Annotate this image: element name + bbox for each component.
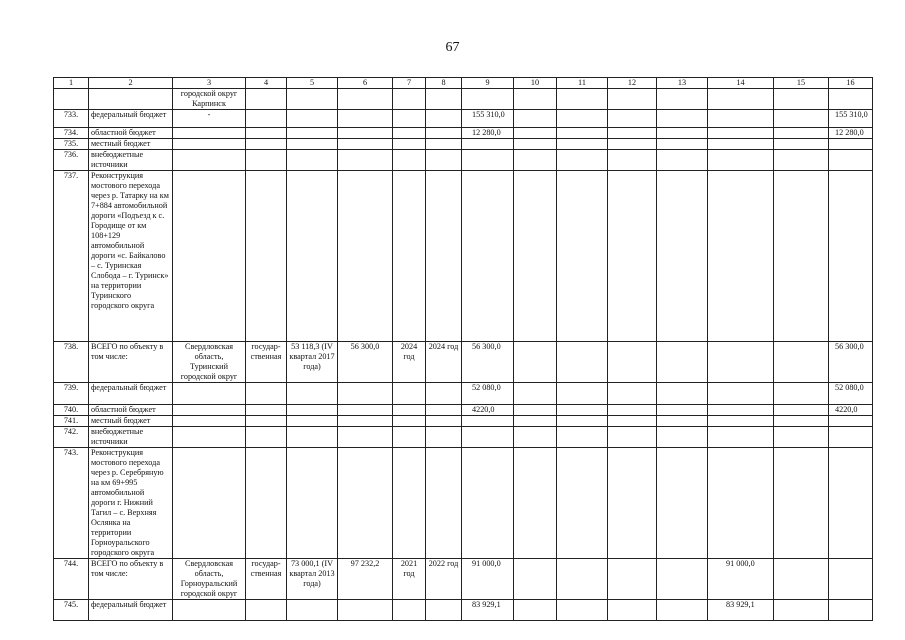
table-cell-col11 — [557, 405, 608, 416]
table-cell-col14 — [708, 139, 774, 150]
table-cell-col10 — [514, 416, 557, 427]
header-cell: 9 — [462, 78, 514, 89]
table-cell-col10 — [514, 171, 557, 342]
table-cell-col6 — [338, 448, 393, 559]
table-cell-col9 — [462, 448, 514, 559]
table-cell-col7 — [393, 405, 426, 416]
table-cell-col7 — [393, 139, 426, 150]
header-cell: 6 — [338, 78, 393, 89]
table-cell-col8 — [426, 150, 462, 171]
table-cell-col13 — [657, 150, 708, 171]
header-cell: 4 — [246, 78, 287, 89]
table-cell-col12 — [608, 427, 657, 448]
table-cell-col1: 742. — [54, 427, 89, 448]
table-cell-col11 — [557, 416, 608, 427]
table-cell-col9 — [462, 139, 514, 150]
table-cell-col11 — [557, 139, 608, 150]
table-cell-col13 — [657, 448, 708, 559]
table-cell-col6 — [338, 171, 393, 342]
table-cell-col9 — [462, 150, 514, 171]
table-row — [54, 171, 873, 342]
table-cell-col3: Свердловская область, Горноуральский городской округ — [173, 559, 246, 600]
table-cell-col2 — [89, 89, 173, 110]
table-cell-col5: 53 118,3 (IV квартал 2017 года) — [287, 342, 338, 383]
table-cell-col11 — [557, 342, 608, 383]
table-cell-col15 — [774, 559, 829, 600]
table-cell-col13 — [657, 600, 708, 621]
table-cell-col10 — [514, 383, 557, 405]
table-cell-col8 — [426, 416, 462, 427]
table-cell-col7 — [393, 171, 426, 342]
table-cell-col12 — [608, 383, 657, 405]
table-cell-col7 — [393, 128, 426, 139]
table-cell-col15 — [774, 110, 829, 128]
table-cell-col4 — [246, 427, 287, 448]
table-cell-col1: 738. — [54, 342, 89, 383]
table-cell-col3 — [173, 171, 246, 342]
table-cell-col6 — [338, 405, 393, 416]
table-cell-col6 — [338, 416, 393, 427]
table-cell-col8: 2022 год — [426, 559, 462, 600]
table-cell-col15 — [774, 405, 829, 416]
table-cell-col4 — [246, 600, 287, 621]
table-cell-col10 — [514, 559, 557, 600]
table-cell-col9 — [462, 416, 514, 427]
table-cell-col3: городской округ Карпинск — [173, 89, 246, 110]
header-cell: 15 — [774, 78, 829, 89]
table-cell-col5 — [287, 405, 338, 416]
table-cell-col12 — [608, 171, 657, 342]
table-cell-col1: 735. — [54, 139, 89, 150]
table-cell-col12 — [608, 139, 657, 150]
table-cell-col14: 91 000,0 — [708, 559, 774, 600]
table-cell-col4 — [246, 448, 287, 559]
table-cell-col2: областной бюджет — [89, 405, 173, 416]
table-cell-col8 — [426, 139, 462, 150]
table-cell-col10 — [514, 405, 557, 416]
table-cell-col1: 740. — [54, 405, 89, 416]
table-cell-col14 — [708, 405, 774, 416]
table-cell-col4 — [246, 89, 287, 110]
table-cell-col14 — [708, 150, 774, 171]
table-cell-col16 — [829, 416, 873, 427]
table-cell-col16 — [829, 559, 873, 600]
table-cell-col2: федеральный бюджет — [89, 110, 173, 128]
table-cell-col4 — [246, 171, 287, 342]
table-cell-col5 — [287, 139, 338, 150]
table-cell-col15 — [774, 171, 829, 342]
table-cell-col16 — [829, 600, 873, 621]
table-cell-col7 — [393, 416, 426, 427]
table-cell-col15 — [774, 150, 829, 171]
table-cell-col4 — [246, 139, 287, 150]
table-cell-col11 — [557, 171, 608, 342]
table-cell-col10 — [514, 89, 557, 110]
table-cell-col13 — [657, 559, 708, 600]
table-cell-col15 — [774, 600, 829, 621]
table-cell-col11 — [557, 600, 608, 621]
table-cell-col6 — [338, 89, 393, 110]
table-cell-col15 — [774, 128, 829, 139]
table-cell-col14 — [708, 383, 774, 405]
table-row — [54, 427, 873, 448]
table-cell-col1: 734. — [54, 128, 89, 139]
table-cell-col11 — [557, 89, 608, 110]
table-cell-col3 — [173, 405, 246, 416]
table-cell-col4 — [246, 405, 287, 416]
header-cell: 12 — [608, 78, 657, 89]
table-cell-col12 — [608, 559, 657, 600]
header-cell: 14 — [708, 78, 774, 89]
table-cell-col11 — [557, 110, 608, 128]
header-cell: 5 — [287, 78, 338, 89]
table-cell-col5 — [287, 427, 338, 448]
table-cell-col10 — [514, 342, 557, 383]
table-cell-col16 — [829, 171, 873, 342]
table-cell-col2: Реконструкция мостового перехода через р. Татарку на км 7+884 автомобильной дороги «Подъезд к с. Городище от км 108+129 автомобильной дороги «с. Байкалово – с. Туринская Слобода – г. Туринск» на территории Туринского городского округа — [89, 171, 173, 342]
table-cell-col4 — [246, 128, 287, 139]
table-cell-col9: 83 929,1 — [462, 600, 514, 621]
table-cell-col11 — [557, 559, 608, 600]
table-cell-col6 — [338, 139, 393, 150]
table-cell-col13 — [657, 405, 708, 416]
table-cell-col15 — [774, 89, 829, 110]
table-row — [54, 139, 873, 150]
table-row — [54, 448, 873, 559]
table-cell-col3: - — [173, 110, 246, 128]
table-cell-col13 — [657, 427, 708, 448]
table-cell-col7 — [393, 383, 426, 405]
table-cell-col8 — [426, 383, 462, 405]
header-cell: 11 — [557, 78, 608, 89]
table-cell-col7 — [393, 110, 426, 128]
table-cell-col6 — [338, 150, 393, 171]
table-cell-col12 — [608, 600, 657, 621]
table-cell-col14 — [708, 128, 774, 139]
table-cell-col14 — [708, 110, 774, 128]
table-cell-col8: 2024 год — [426, 342, 462, 383]
table-row — [54, 600, 873, 621]
table-cell-col16: 52 080,0 — [829, 383, 873, 405]
table-cell-col16: 56 300,0 — [829, 342, 873, 383]
header-cell: 13 — [657, 78, 708, 89]
table-cell-col12 — [608, 448, 657, 559]
table-cell-col14 — [708, 89, 774, 110]
table-cell-col13 — [657, 416, 708, 427]
table-cell-col4: государ-ственная — [246, 559, 287, 600]
table-cell-col10 — [514, 150, 557, 171]
table-cell-col2: областной бюджет — [89, 128, 173, 139]
table-cell-col1: 739. — [54, 383, 89, 405]
table-row — [54, 342, 873, 383]
table-cell-col15 — [774, 416, 829, 427]
table-cell-col13 — [657, 171, 708, 342]
table-cell-col6 — [338, 600, 393, 621]
table-row — [54, 150, 873, 171]
table-cell-col13 — [657, 139, 708, 150]
table-cell-col9: 52 080,0 — [462, 383, 514, 405]
table-cell-col5 — [287, 171, 338, 342]
table-cell-col4 — [246, 416, 287, 427]
header-cell: 1 — [54, 78, 89, 89]
table-cell-col13 — [657, 342, 708, 383]
table-cell-col2: ВСЕГО по объекту в том числе: — [89, 559, 173, 600]
table-cell-col10 — [514, 448, 557, 559]
table-cell-col16 — [829, 139, 873, 150]
table-cell-col1: 741. — [54, 416, 89, 427]
table-cell-col13 — [657, 89, 708, 110]
table-cell-col9: 56 300,0 — [462, 342, 514, 383]
table-cell-col10 — [514, 427, 557, 448]
table-cell-col8 — [426, 427, 462, 448]
table-cell-col14 — [708, 171, 774, 342]
table-cell-col1: 744. — [54, 559, 89, 600]
table-cell-col15 — [774, 342, 829, 383]
table-cell-col7 — [393, 150, 426, 171]
table-cell-col2: Реконструкция мостового перехода через р. Серебряную на км 69+995 автомобильной дороги г. Нижний Тагил – с. Верхняя Ослянка на территории Горноуральского городского округа — [89, 448, 173, 559]
table-cell-col3 — [173, 448, 246, 559]
table-cell-col7 — [393, 600, 426, 621]
table-cell-col9 — [462, 171, 514, 342]
table-cell-col5 — [287, 150, 338, 171]
header-cell: 8 — [426, 78, 462, 89]
table-cell-col16 — [829, 150, 873, 171]
table-cell-col5 — [287, 110, 338, 128]
table-cell-col9: 155 310,0 — [462, 110, 514, 128]
table-cell-col3 — [173, 383, 246, 405]
table-row — [54, 383, 873, 405]
table-cell-col15 — [774, 427, 829, 448]
table-row — [54, 128, 873, 139]
header-cell: 3 — [173, 78, 246, 89]
table-cell-col14 — [708, 448, 774, 559]
table-cell-col11 — [557, 128, 608, 139]
header-row — [54, 78, 873, 89]
table-cell-col16 — [829, 427, 873, 448]
table-cell-col5 — [287, 383, 338, 405]
table-cell-col14 — [708, 416, 774, 427]
table-row — [54, 416, 873, 427]
table-cell-col8 — [426, 600, 462, 621]
table-cell-col13 — [657, 383, 708, 405]
header-cell: 10 — [514, 78, 557, 89]
table-cell-col1: 733. — [54, 110, 89, 128]
table-cell-col6 — [338, 427, 393, 448]
table-cell-col16 — [829, 89, 873, 110]
budget-table — [53, 77, 873, 621]
table-cell-col15 — [774, 383, 829, 405]
table-row — [54, 405, 873, 416]
table-cell-col6 — [338, 383, 393, 405]
table-row — [54, 89, 873, 110]
table-cell-col3 — [173, 150, 246, 171]
table-cell-col16 — [829, 448, 873, 559]
table-cell-col16: 155 310,0 — [829, 110, 873, 128]
table-cell-col5 — [287, 128, 338, 139]
table-cell-col8 — [426, 110, 462, 128]
table-cell-col8 — [426, 171, 462, 342]
table-cell-col14: 83 929,1 — [708, 600, 774, 621]
table-cell-col8 — [426, 448, 462, 559]
table-cell-col8 — [426, 405, 462, 416]
table-cell-col5 — [287, 416, 338, 427]
table-cell-col8 — [426, 89, 462, 110]
table-cell-col9: 12 280,0 — [462, 128, 514, 139]
table-cell-col9 — [462, 427, 514, 448]
table-cell-col12 — [608, 416, 657, 427]
table-cell-col2: внебюджетные источники — [89, 150, 173, 171]
table-cell-col2: местный бюджет — [89, 416, 173, 427]
table-cell-col12 — [608, 342, 657, 383]
table-cell-col15 — [774, 139, 829, 150]
table-cell-col6 — [338, 110, 393, 128]
table-cell-col7 — [393, 89, 426, 110]
table-cell-col6: 97 232,2 — [338, 559, 393, 600]
table-cell-col5: 73 000,1 (IV квартал 2013 года) — [287, 559, 338, 600]
table-cell-col11 — [557, 448, 608, 559]
table-cell-col15 — [774, 448, 829, 559]
table-cell-col7: 2024 год — [393, 342, 426, 383]
table-cell-col4: государ-ственная — [246, 342, 287, 383]
table-cell-col7 — [393, 448, 426, 559]
table-cell-col4 — [246, 150, 287, 171]
table-cell-col12 — [608, 128, 657, 139]
table-cell-col7: 2021 год — [393, 559, 426, 600]
table-cell-col7 — [393, 427, 426, 448]
table-cell-col1: 743. — [54, 448, 89, 559]
table-cell-col3 — [173, 600, 246, 621]
table-cell-col12 — [608, 150, 657, 171]
table-cell-col11 — [557, 427, 608, 448]
table-cell-col2: местный бюджет — [89, 139, 173, 150]
table-cell-col9 — [462, 89, 514, 110]
table-cell-col3 — [173, 128, 246, 139]
table-cell-col8 — [426, 128, 462, 139]
table-cell-col14 — [708, 427, 774, 448]
table-cell-col9: 91 000,0 — [462, 559, 514, 600]
header-cell: 16 — [829, 78, 873, 89]
table-cell-col3 — [173, 139, 246, 150]
table-cell-col3: Свердловская область, Туринский городской округ — [173, 342, 246, 383]
table-cell-col12 — [608, 405, 657, 416]
table-cell-col13 — [657, 110, 708, 128]
table-cell-col11 — [557, 383, 608, 405]
table-cell-col6: 56 300,0 — [338, 342, 393, 383]
table-cell-col16: 4220,0 — [829, 405, 873, 416]
table-cell-col3 — [173, 416, 246, 427]
table-cell-col4 — [246, 383, 287, 405]
table-cell-col2: федеральный бюджет — [89, 383, 173, 405]
table-row — [54, 110, 873, 128]
table-cell-col10 — [514, 600, 557, 621]
table-cell-col2: внебюджетные источники — [89, 427, 173, 448]
table-cell-col12 — [608, 89, 657, 110]
table-cell-col2: ВСЕГО по объекту в том числе: — [89, 342, 173, 383]
table-cell-col1: 736. — [54, 150, 89, 171]
table-row — [54, 559, 873, 600]
table-cell-col5 — [287, 448, 338, 559]
table-cell-col16: 12 280,0 — [829, 128, 873, 139]
table-cell-col6 — [338, 128, 393, 139]
table-cell-col10 — [514, 128, 557, 139]
table-cell-col14 — [708, 342, 774, 383]
table-cell-col5 — [287, 89, 338, 110]
table-cell-col10 — [514, 110, 557, 128]
table-cell-col1 — [54, 89, 89, 110]
table-cell-col9: 4220,0 — [462, 405, 514, 416]
table-cell-col1: 745. — [54, 600, 89, 621]
header-cell: 2 — [89, 78, 173, 89]
table-cell-col10 — [514, 139, 557, 150]
table-cell-col4 — [246, 110, 287, 128]
table-cell-col3 — [173, 427, 246, 448]
table-cell-col13 — [657, 128, 708, 139]
table-cell-col2: федеральный бюджет — [89, 600, 173, 621]
table-cell-col5 — [287, 600, 338, 621]
page-number: 67 — [445, 40, 460, 55]
header-cell: 7 — [393, 78, 426, 89]
table-cell-col11 — [557, 150, 608, 171]
table-cell-col12 — [608, 110, 657, 128]
table-cell-col1: 737. — [54, 171, 89, 342]
